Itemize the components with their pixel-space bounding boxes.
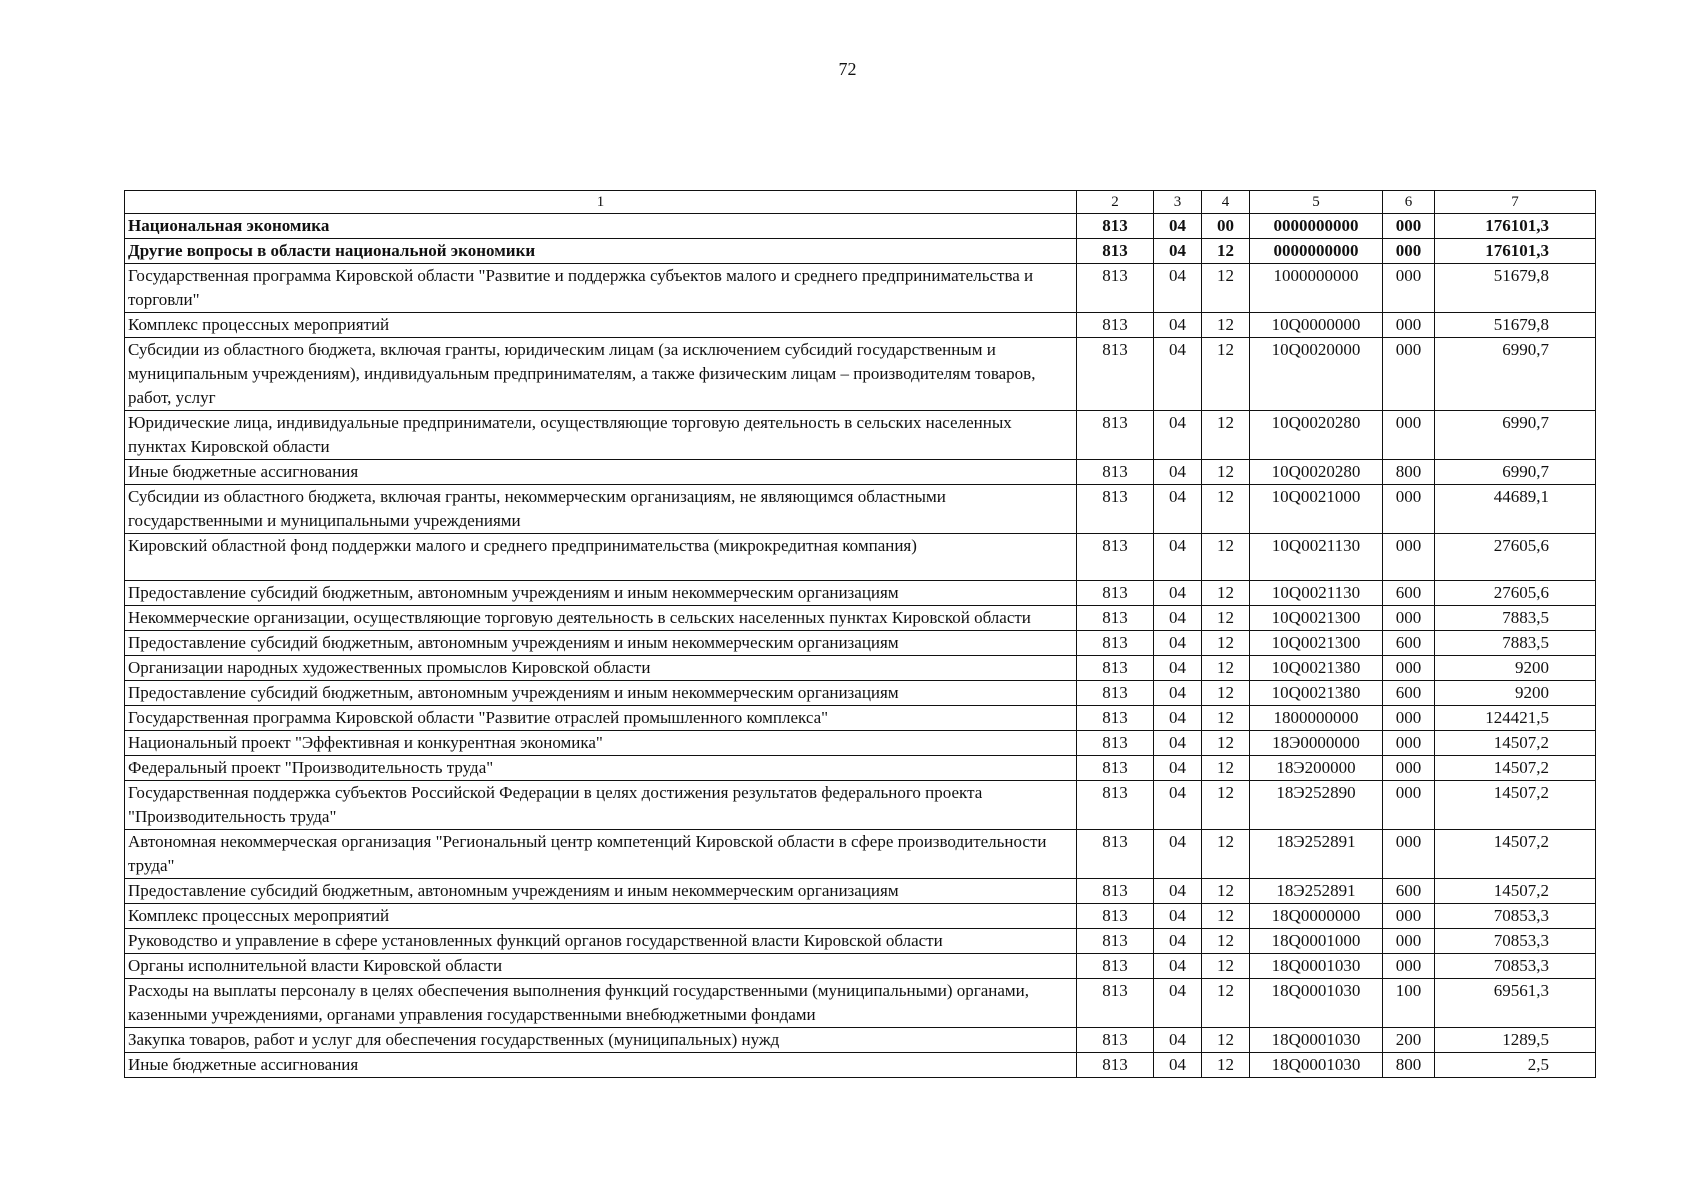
cell-target-article-code: 18Э252891 [1250, 830, 1383, 879]
cell-subsection-code: 12 [1202, 534, 1250, 581]
cell-expense-type-code: 000 [1383, 929, 1435, 954]
budget-table [124, 190, 1596, 1078]
row-name: Предоставление субсидий бюджетным, автономным учреждениям и иным некоммерческим организациям [125, 879, 1077, 904]
cell-target-article-code: 18Q0001000 [1250, 929, 1383, 954]
table-row [125, 706, 1596, 731]
cell-target-article-code: 0000000000 [1250, 214, 1383, 239]
cell-expense-type-code: 000 [1383, 239, 1435, 264]
table-row [125, 581, 1596, 606]
cell-expense-type-code: 000 [1383, 954, 1435, 979]
cell-ministry-code: 813 [1077, 830, 1154, 879]
table-row [125, 979, 1596, 1028]
cell-target-article-code: 10Q0021130 [1250, 534, 1383, 581]
table-row [125, 460, 1596, 485]
cell-section-code: 04 [1154, 264, 1202, 313]
cell-ministry-code: 813 [1077, 904, 1154, 929]
table-row [125, 904, 1596, 929]
cell-target-article-code: 10Q0021000 [1250, 485, 1383, 534]
table-row [125, 879, 1596, 904]
cell-section-code: 04 [1154, 534, 1202, 581]
row-name: Предоставление субсидий бюджетным, автономным учреждениям и иным некоммерческим организациям [125, 581, 1077, 606]
row-name: Некоммерческие организации, осуществляющие торговую деятельность в сельских населенных пунктах Кировской области [125, 606, 1077, 631]
cell-ministry-code: 813 [1077, 656, 1154, 681]
cell-amount: 7883,5 [1435, 606, 1596, 631]
cell-amount: 70853,3 [1435, 904, 1596, 929]
table-row [125, 534, 1596, 581]
cell-amount: 6990,7 [1435, 460, 1596, 485]
cell-target-article-code: 18Э252891 [1250, 879, 1383, 904]
cell-subsection-code: 12 [1202, 460, 1250, 485]
cell-target-article-code: 0000000000 [1250, 239, 1383, 264]
cell-amount: 2,5 [1435, 1053, 1596, 1078]
cell-section-code: 04 [1154, 706, 1202, 731]
cell-section-code: 04 [1154, 1053, 1202, 1078]
cell-target-article-code: 18Q0001030 [1250, 1053, 1383, 1078]
row-name: Кировский областной фонд поддержки малого и среднего предпринимательства (микрокредитная компания) [125, 534, 1077, 581]
cell-ministry-code: 813 [1077, 313, 1154, 338]
cell-ministry-code: 813 [1077, 681, 1154, 706]
cell-subsection-code: 12 [1202, 879, 1250, 904]
row-name: Национальный проект "Эффективная и конкурентная экономика" [125, 731, 1077, 756]
row-name: Предоставление субсидий бюджетным, автономным учреждениям и иным некоммерческим организациям [125, 631, 1077, 656]
row-name: Организации народных художественных промыслов Кировской области [125, 656, 1077, 681]
header-cell-5: 5 [1250, 191, 1383, 214]
cell-subsection-code: 12 [1202, 904, 1250, 929]
cell-subsection-code: 12 [1202, 731, 1250, 756]
cell-subsection-code: 12 [1202, 681, 1250, 706]
table-row [125, 338, 1596, 411]
cell-ministry-code: 813 [1077, 460, 1154, 485]
row-name: Закупка товаров, работ и услуг для обеспечения государственных (муниципальных) нужд [125, 1028, 1077, 1053]
row-name: Другие вопросы в области национальной экономики [125, 239, 1077, 264]
cell-amount: 51679,8 [1435, 264, 1596, 313]
table-row [125, 929, 1596, 954]
cell-target-article-code: 18Q0001030 [1250, 1028, 1383, 1053]
cell-amount: 27605,6 [1435, 581, 1596, 606]
cell-ministry-code: 813 [1077, 706, 1154, 731]
cell-expense-type-code: 000 [1383, 706, 1435, 731]
cell-ministry-code: 813 [1077, 954, 1154, 979]
cell-expense-type-code: 000 [1383, 606, 1435, 631]
cell-target-article-code: 18Q0001030 [1250, 979, 1383, 1028]
cell-target-article-code: 10Q0021130 [1250, 581, 1383, 606]
row-name: Комплекс процессных мероприятий [125, 904, 1077, 929]
cell-target-article-code: 10Q0021380 [1250, 681, 1383, 706]
cell-target-article-code: 18Э200000 [1250, 756, 1383, 781]
table-row [125, 264, 1596, 313]
cell-expense-type-code: 600 [1383, 681, 1435, 706]
cell-target-article-code: 18Э0000000 [1250, 731, 1383, 756]
cell-subsection-code: 12 [1202, 411, 1250, 460]
table-row [125, 656, 1596, 681]
cell-amount: 44689,1 [1435, 485, 1596, 534]
cell-section-code: 04 [1154, 581, 1202, 606]
cell-amount: 14507,2 [1435, 830, 1596, 879]
cell-subsection-code: 12 [1202, 631, 1250, 656]
cell-amount: 176101,3 [1435, 239, 1596, 264]
cell-expense-type-code: 600 [1383, 581, 1435, 606]
cell-amount: 6990,7 [1435, 338, 1596, 411]
cell-section-code: 04 [1154, 606, 1202, 631]
page-number: 72 [838, 59, 857, 79]
table-row [125, 756, 1596, 781]
cell-subsection-code: 12 [1202, 485, 1250, 534]
row-name: Автономная некоммерческая организация "Региональный центр компетенций Кировской области в сфере производительности труда" [125, 830, 1077, 879]
cell-ministry-code: 813 [1077, 929, 1154, 954]
cell-expense-type-code: 000 [1383, 338, 1435, 411]
cell-ministry-code: 813 [1077, 581, 1154, 606]
cell-target-article-code: 10Q0021300 [1250, 606, 1383, 631]
cell-target-article-code: 18Q0001030 [1250, 954, 1383, 979]
cell-subsection-code: 12 [1202, 929, 1250, 954]
cell-section-code: 04 [1154, 411, 1202, 460]
row-name: Юридические лица, индивидуальные предприниматели, осуществляющие торговую деятельность в сельских населенных пунктах Кировской области [125, 411, 1077, 460]
cell-subsection-code: 12 [1202, 979, 1250, 1028]
header-cell-3: 3 [1154, 191, 1202, 214]
table-row [125, 313, 1596, 338]
cell-ministry-code: 813 [1077, 979, 1154, 1028]
cell-subsection-code: 12 [1202, 1028, 1250, 1053]
cell-section-code: 04 [1154, 756, 1202, 781]
cell-subsection-code: 12 [1202, 830, 1250, 879]
cell-amount: 1289,5 [1435, 1028, 1596, 1053]
cell-ministry-code: 813 [1077, 264, 1154, 313]
header-cell-1: 1 [125, 191, 1077, 214]
cell-target-article-code: 10Q0020000 [1250, 338, 1383, 411]
cell-section-code: 04 [1154, 338, 1202, 411]
cell-section-code: 04 [1154, 1028, 1202, 1053]
cell-ministry-code: 813 [1077, 781, 1154, 830]
cell-subsection-code: 12 [1202, 606, 1250, 631]
cell-ministry-code: 813 [1077, 1028, 1154, 1053]
table-row [125, 631, 1596, 656]
row-name: Иные бюджетные ассигнования [125, 1053, 1077, 1078]
header-cell-6: 6 [1383, 191, 1435, 214]
cell-subsection-code: 12 [1202, 1053, 1250, 1078]
cell-subsection-code: 12 [1202, 338, 1250, 411]
cell-expense-type-code: 000 [1383, 656, 1435, 681]
cell-target-article-code: 10Q0020280 [1250, 460, 1383, 485]
row-name: Руководство и управление в сфере установленных функций органов государственной власти Кировской области [125, 929, 1077, 954]
cell-target-article-code: 1800000000 [1250, 706, 1383, 731]
cell-ministry-code: 813 [1077, 879, 1154, 904]
table-header-row [125, 191, 1596, 214]
table-row [125, 214, 1596, 239]
header-cell-7: 7 [1435, 191, 1596, 214]
row-name: Государственная программа Кировской области "Развитие и поддержка субъектов малого и среднего предпринимательства и торговли" [125, 264, 1077, 313]
cell-section-code: 04 [1154, 239, 1202, 264]
cell-expense-type-code: 200 [1383, 1028, 1435, 1053]
cell-expense-type-code: 000 [1383, 830, 1435, 879]
row-name: Федеральный проект "Производительность труда" [125, 756, 1077, 781]
cell-amount: 9200 [1435, 681, 1596, 706]
cell-amount: 70853,3 [1435, 929, 1596, 954]
cell-subsection-code: 12 [1202, 781, 1250, 830]
cell-expense-type-code: 800 [1383, 1053, 1435, 1078]
cell-expense-type-code: 600 [1383, 631, 1435, 656]
table-row [125, 830, 1596, 879]
cell-amount: 69561,3 [1435, 979, 1596, 1028]
cell-expense-type-code: 600 [1383, 879, 1435, 904]
cell-amount: 51679,8 [1435, 313, 1596, 338]
cell-target-article-code: 18Э252890 [1250, 781, 1383, 830]
cell-expense-type-code: 000 [1383, 731, 1435, 756]
row-name: Государственная программа Кировской области "Развитие отраслей промышленного комплекса" [125, 706, 1077, 731]
cell-amount: 9200 [1435, 656, 1596, 681]
cell-section-code: 04 [1154, 879, 1202, 904]
cell-section-code: 04 [1154, 313, 1202, 338]
cell-section-code: 04 [1154, 485, 1202, 534]
row-name: Иные бюджетные ассигнования [125, 460, 1077, 485]
header-cell-2: 2 [1077, 191, 1154, 214]
cell-target-article-code: 10Q0021300 [1250, 631, 1383, 656]
header-cell-4: 4 [1202, 191, 1250, 214]
cell-target-article-code: 10Q0021380 [1250, 656, 1383, 681]
cell-subsection-code: 12 [1202, 239, 1250, 264]
cell-subsection-code: 12 [1202, 313, 1250, 338]
table-row [125, 239, 1596, 264]
row-name: Субсидии из областного бюджета, включая гранты, некоммерческим организациям, не являющимся областными государственными и муниципальными учреждениями [125, 485, 1077, 534]
cell-ministry-code: 813 [1077, 731, 1154, 756]
cell-amount: 14507,2 [1435, 879, 1596, 904]
row-name: Предоставление субсидий бюджетным, автономным учреждениям и иным некоммерческим организациям [125, 681, 1077, 706]
cell-section-code: 04 [1154, 929, 1202, 954]
cell-ministry-code: 813 [1077, 214, 1154, 239]
cell-ministry-code: 813 [1077, 756, 1154, 781]
cell-section-code: 04 [1154, 631, 1202, 656]
cell-expense-type-code: 000 [1383, 313, 1435, 338]
row-name: Комплекс процессных мероприятий [125, 313, 1077, 338]
cell-ministry-code: 813 [1077, 485, 1154, 534]
cell-subsection-code: 12 [1202, 706, 1250, 731]
cell-ministry-code: 813 [1077, 534, 1154, 581]
cell-target-article-code: 1000000000 [1250, 264, 1383, 313]
cell-section-code: 04 [1154, 731, 1202, 756]
table-row [125, 411, 1596, 460]
cell-ministry-code: 813 [1077, 411, 1154, 460]
cell-section-code: 04 [1154, 979, 1202, 1028]
cell-section-code: 04 [1154, 781, 1202, 830]
cell-ministry-code: 813 [1077, 1053, 1154, 1078]
cell-amount: 27605,6 [1435, 534, 1596, 581]
row-name: Органы исполнительной власти Кировской области [125, 954, 1077, 979]
cell-expense-type-code: 000 [1383, 781, 1435, 830]
cell-amount: 70853,3 [1435, 954, 1596, 979]
cell-target-article-code: 18Q0000000 [1250, 904, 1383, 929]
cell-expense-type-code: 000 [1383, 264, 1435, 313]
cell-amount: 14507,2 [1435, 781, 1596, 830]
cell-target-article-code: 10Q0020280 [1250, 411, 1383, 460]
cell-expense-type-code: 000 [1383, 756, 1435, 781]
cell-subsection-code: 12 [1202, 656, 1250, 681]
table-row [125, 1028, 1596, 1053]
table-row [125, 485, 1596, 534]
cell-section-code: 04 [1154, 904, 1202, 929]
row-name: Национальная экономика [125, 214, 1077, 239]
cell-target-article-code: 10Q0000000 [1250, 313, 1383, 338]
cell-section-code: 04 [1154, 656, 1202, 681]
table-row [125, 1053, 1596, 1078]
cell-amount: 14507,2 [1435, 756, 1596, 781]
row-name: Государственная поддержка субъектов Российской Федерации в целях достижения результатов федерального проекта "Производительность труда" [125, 781, 1077, 830]
cell-expense-type-code: 000 [1383, 534, 1435, 581]
row-name: Субсидии из областного бюджета, включая гранты, юридическим лицам (за исключением субсидий государственным и муниципальным учреждениям), индивидуальным предпринимателям, а также физическим лицам – производителям товаров, работ, услуг [125, 338, 1077, 411]
cell-amount: 124421,5 [1435, 706, 1596, 731]
row-name: Расходы на выплаты персоналу в целях обеспечения выполнения функций государственными (муниципальными) органами, казенными учреждениями, органами управления государственными внебюджетными фондами [125, 979, 1077, 1028]
table-row [125, 731, 1596, 756]
cell-section-code: 04 [1154, 214, 1202, 239]
cell-subsection-code: 12 [1202, 581, 1250, 606]
cell-expense-type-code: 000 [1383, 411, 1435, 460]
cell-ministry-code: 813 [1077, 338, 1154, 411]
cell-section-code: 04 [1154, 460, 1202, 485]
cell-section-code: 04 [1154, 830, 1202, 879]
cell-section-code: 04 [1154, 681, 1202, 706]
table-row [125, 606, 1596, 631]
cell-amount: 14507,2 [1435, 731, 1596, 756]
cell-ministry-code: 813 [1077, 239, 1154, 264]
cell-amount: 7883,5 [1435, 631, 1596, 656]
table-row [125, 681, 1596, 706]
cell-ministry-code: 813 [1077, 631, 1154, 656]
cell-ministry-code: 813 [1077, 606, 1154, 631]
cell-expense-type-code: 000 [1383, 904, 1435, 929]
cell-expense-type-code: 100 [1383, 979, 1435, 1028]
cell-amount: 176101,3 [1435, 214, 1596, 239]
cell-section-code: 04 [1154, 954, 1202, 979]
cell-subsection-code: 12 [1202, 264, 1250, 313]
cell-subsection-code: 00 [1202, 214, 1250, 239]
cell-expense-type-code: 000 [1383, 485, 1435, 534]
cell-expense-type-code: 000 [1383, 214, 1435, 239]
table-row [125, 954, 1596, 979]
table-row [125, 781, 1596, 830]
cell-expense-type-code: 800 [1383, 460, 1435, 485]
cell-amount: 6990,7 [1435, 411, 1596, 460]
cell-subsection-code: 12 [1202, 954, 1250, 979]
cell-subsection-code: 12 [1202, 756, 1250, 781]
